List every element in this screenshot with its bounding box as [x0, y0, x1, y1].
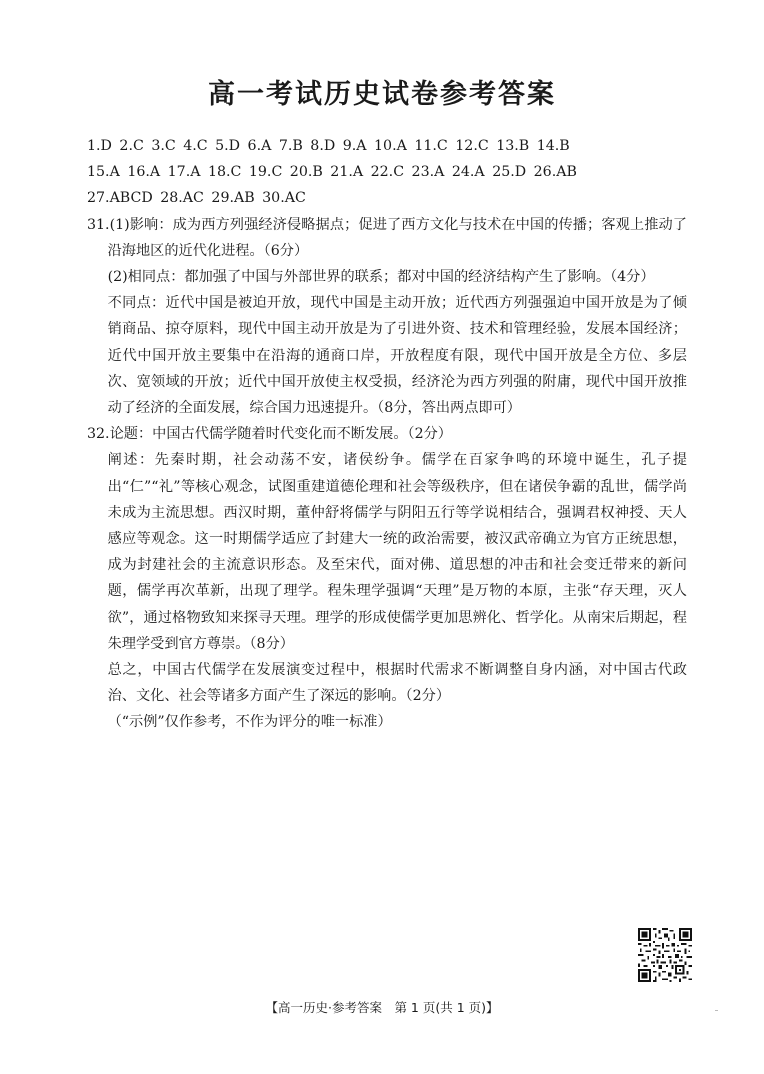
choice-answers-row-1: 1.D 2.C 3.C 4.C 5.D 6.A 7.B 8.D 9.A 10.A 11.C 12.C 13.B 14.B [87, 138, 570, 154]
choice-answers-row-2: 15.A 16.A 17.A 18.C 19.C 20.B 21.A 22.C 23.A 24.A 25.D 26.AB [87, 164, 577, 181]
scan-mark [715, 1010, 718, 1011]
q32-thesis: 32.论题：中国古代儒学随着时代变化而不断发展。（2分） [87, 426, 452, 443]
q32-note: （“示例”仅作参考，不作为评分的唯一标准） [107, 714, 392, 731]
q31-part2-differences: 不同点：近代中国是被迫开放，现代中国是主动开放；近代西方列强强迫中国开放是为了倾销商品、掠夺原料，现代中国主动开放是为了引进外资、技术和管理经验，发展本国经济；近代中国开放主要集中在沿海的通商口岸，开放程度有限，现代中国开放是全方位、多层次、宽领域的开放；近代中国开放使主权受损，经济沦为西方列强的附庸，现代中国开放推动了经济的全面发展，综合国力迅速提升。（8分，答出两点即可） [107, 295, 687, 417]
q31-part1: 31.(1)影响：成为西方列强经济侵略据点；促进了西方文化与技术在中国的传播；客观上推动了沿海地区的近代化进程。（6分） [87, 216, 687, 259]
page-title: 高一考试历史试卷参考答案 [208, 79, 556, 110]
choice-answers-row-3: 27.ABCD 28.AC 29.AB 30.AC [87, 190, 306, 207]
q32-elaboration: 阐述：先秦时期，社会动荡不安，诸侯纷争。儒学在百家争鸣的环境中诞生，孔子提出“仁”“礼”等核心观念，试图重建道德伦理和社会等级秩序，但在诸侯争霸的乱世，儒学尚未成为主流思想。西汉时期，董仲舒将儒学与阴阳五行等学说相结合，强调君权神授、天人感应等观念。这一时期儒学适应了封建大一统的政治需要，被汉武帝确立为官方正统思想，成为封建社会的主流意识形态。及至宋代，面对佛、道思想的冲击和社会变迁带来的新问题，儒学再次革新，出现了理学。程朱理学强调“天理”是万物的本原，主张“存天理，灭人欲”，通过格物致知来探寻天理。理学的形成使儒学更加思辨化、哲学化。从南宋后期起，程朱理学受到官方尊崇。（8分） [107, 452, 687, 652]
qr-code-icon [638, 928, 692, 982]
answer-body [87, 133, 687, 736]
q31-part2: (2)相同点：都加强了中国与外部世界的联系；都对中国的经济结构产生了影响。（4分） [107, 269, 655, 286]
q32-conclusion: 总之，中国古代儒学在发展演变过程中，根据时代需求不断调整自身内涵，对中国古代政治、文化、社会等诸多方面产生了深远的影响。（2分） [107, 662, 687, 705]
page-footer: 【高一历史·参考答案 第 1 页(共 1 页)】 [265, 1000, 499, 1015]
